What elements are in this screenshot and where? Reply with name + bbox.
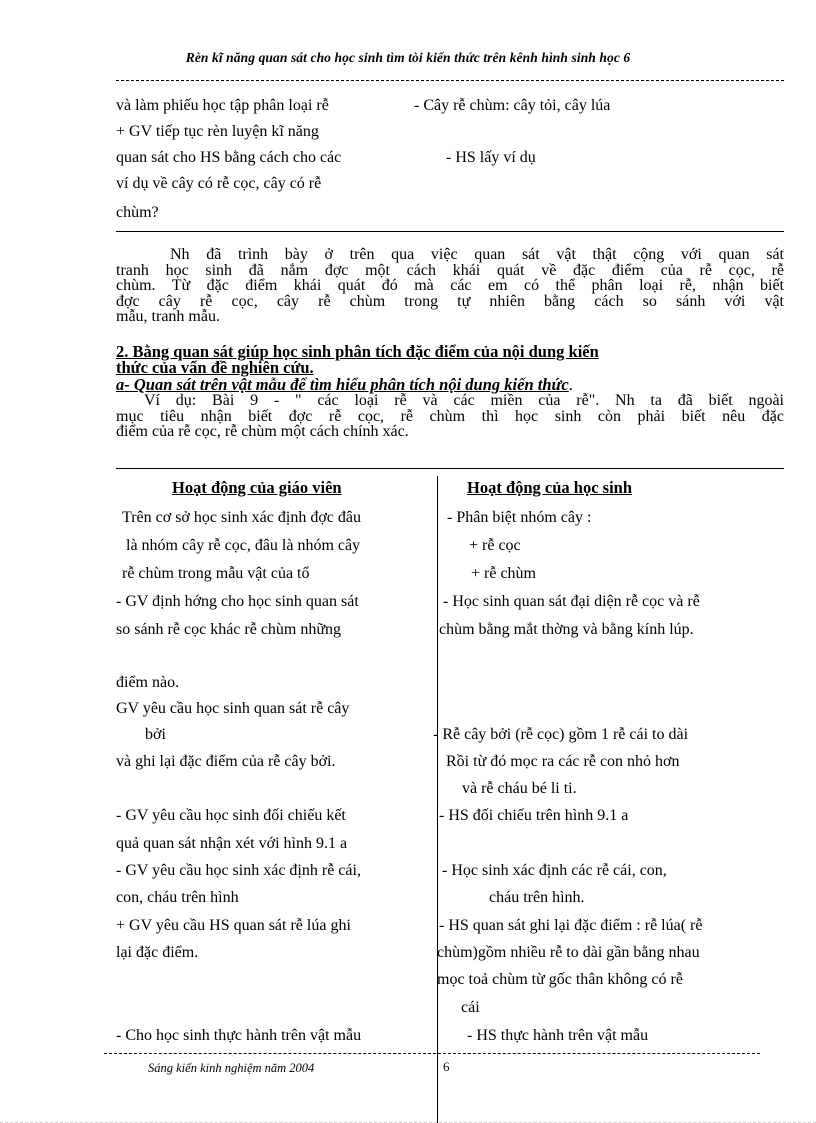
teacher-activity-line: quả quan sát nhận xét với hình 9.1 a xyxy=(116,835,348,852)
teacher-activity-line: là nhóm cây rễ cọc, đâu là nhóm cây xyxy=(126,537,361,554)
footer-divider xyxy=(104,1053,760,1054)
top-left-line: và làm phiếu học tập phân loại rễ xyxy=(116,97,329,114)
example-paragraph xyxy=(116,393,784,440)
student-activity-line: chùm)gồm nhiều rễ to dài gần bằng nhau xyxy=(437,944,700,961)
teacher-activity-line: - GV yêu cầu học sinh đối chiếu kết xyxy=(116,807,346,824)
section-heading-cont: thức của vấn đề nghiên cứu. xyxy=(116,358,314,377)
page-number: 6 xyxy=(443,1059,450,1074)
student-activity-line: - HS thực hành trên vật mẫu xyxy=(467,1027,649,1044)
section-heading: 2. Bằng quan sát giúp học sinh phân tích đặc điểm của nội dung kiến xyxy=(116,342,599,361)
teacher-activity-line: lại đặc điểm. xyxy=(116,944,199,961)
teacher-activity-line: so sánh rễ cọc khác rễ chùm những xyxy=(116,621,342,638)
sub-heading xyxy=(116,377,573,393)
student-activity-line: Rồi từ đó mọc ra các rễ con nhỏ hơn xyxy=(446,753,680,770)
student-activity-line: - HS quan sát ghi lại đặc điểm : rễ lúa( rễ xyxy=(439,917,703,934)
top-left-line: + GV tiếp tục rèn luyện kĩ năng xyxy=(116,123,319,140)
teacher-activity-line: bởi xyxy=(145,726,166,743)
paragraph-line: Nh đã trình bày ở trên qua việc quan sát vật thật cộng với quan sát xyxy=(170,246,784,263)
top-left-line: quan sát cho HS bằng cách cho các xyxy=(116,149,342,166)
teacher-column-header: Hoạt động của giáo viên xyxy=(172,478,342,497)
teacher-activity-line: - GV định hớng cho học sinh quan sát xyxy=(116,593,359,610)
student-activity-line: chùm bằng mắt thờng và bằng kính lúp. xyxy=(439,621,694,638)
top-left-line: chùm? xyxy=(116,204,159,221)
column-divider xyxy=(437,476,438,1123)
student-activity-line: - Học sinh xác định các rễ cái, con, xyxy=(442,862,667,879)
teacher-activity-line: và ghi lại đặc điểm của rễ cây bởi. xyxy=(116,753,336,770)
teacher-activity-line: - GV yêu cầu học sinh xác định rễ cái, xyxy=(116,862,361,879)
paragraph-line: chùm. Từ đặc điểm khái quát đó mà các em có thể phân loại rễ, nhận biết xyxy=(116,277,784,294)
header-divider xyxy=(116,80,784,81)
teacher-activity-line: Trên cơ sở học sinh xác định đợc đâu xyxy=(122,509,361,526)
student-activity-line: cháu trên hình. xyxy=(489,889,585,906)
paragraph-line: tranh học sinh đã nắm đợc một cách khái quát về đặc điểm của rễ cọc, rễ xyxy=(116,261,784,279)
student-activity-line: + rễ cọc xyxy=(469,537,521,554)
sub-heading-period: . xyxy=(568,375,573,394)
student-activity-line: - Rễ cây bởi (rễ cọc) gồm 1 rễ cái to dài xyxy=(433,726,689,743)
sub-heading-text: a- Quan sát trên vật mẫu để tìm hiểu phân tích nội dung kiến thức xyxy=(116,375,569,394)
teacher-activity-line: + GV yêu cầu HS quan sát rễ lúa ghi xyxy=(116,917,351,934)
teacher-activity-line: GV yêu cầu học sinh quan sát rễ cây xyxy=(116,700,350,717)
student-activity-line: - Học sinh quan sát đại diện rễ cọc và rễ xyxy=(443,593,700,610)
paragraph-line: đợc cây rễ cọc, cây rễ chùm trong tự nhiên bằng cách so sánh với vật xyxy=(116,292,784,310)
top-right-line: - HS lấy ví dụ xyxy=(446,149,536,166)
top-right-line: - Cây rễ chùm: cây tỏi, cây lúa xyxy=(414,97,611,114)
intro-paragraph xyxy=(116,247,784,325)
top-left-line: ví dụ về cây có rễ cọc, cây có rễ xyxy=(116,175,322,192)
student-column-header: Hoạt động của học sinh xyxy=(467,478,633,497)
student-activity-line: - Phân biệt nhóm cây : xyxy=(447,509,592,526)
footer-text: Sáng kiến kinh nghiệm năm 2004 xyxy=(148,1061,315,1075)
top-table-bottom-rule xyxy=(116,231,784,232)
student-activity-line: cái xyxy=(461,999,480,1016)
student-activity-line: mọc toả chùm từ gốc thân không có rễ xyxy=(437,971,683,988)
example-line: mục tiêu nhận biết đợc rễ cọc, rễ chùm thì học sinh còn phải biết nêu đặc xyxy=(116,407,784,425)
example-line: điểm của rễ cọc, rễ chùm một cách chính xác. xyxy=(116,423,409,440)
page-header-title: Rèn kĩ năng quan sát cho học sinh tìm tòi kiến thức trên kênh hình sinh học 6 xyxy=(185,50,631,65)
teacher-activity-line: - Cho học sinh thực hành trên vật mẫu xyxy=(116,1027,362,1044)
example-line: Ví dụ: Bài 9 - " các loại rễ và các miền của rễ". Nh ta đã biết ngoài xyxy=(144,392,784,409)
student-activity-line: và rễ cháu bé li ti. xyxy=(462,780,577,797)
teacher-activity-line: điểm nào. xyxy=(116,674,180,691)
paragraph-line: mẫu, tranh mẫu. xyxy=(116,308,220,325)
teacher-activity-line: rễ chùm trong mẫu vật của tổ xyxy=(122,565,310,582)
student-activity-line: + rễ chùm xyxy=(471,565,536,582)
student-activity-line: - HS đối chiếu trên hình 9.1 a xyxy=(439,807,629,824)
main-table-top-rule xyxy=(116,468,784,469)
teacher-activity-line: con, cháu trên hình xyxy=(116,889,239,906)
